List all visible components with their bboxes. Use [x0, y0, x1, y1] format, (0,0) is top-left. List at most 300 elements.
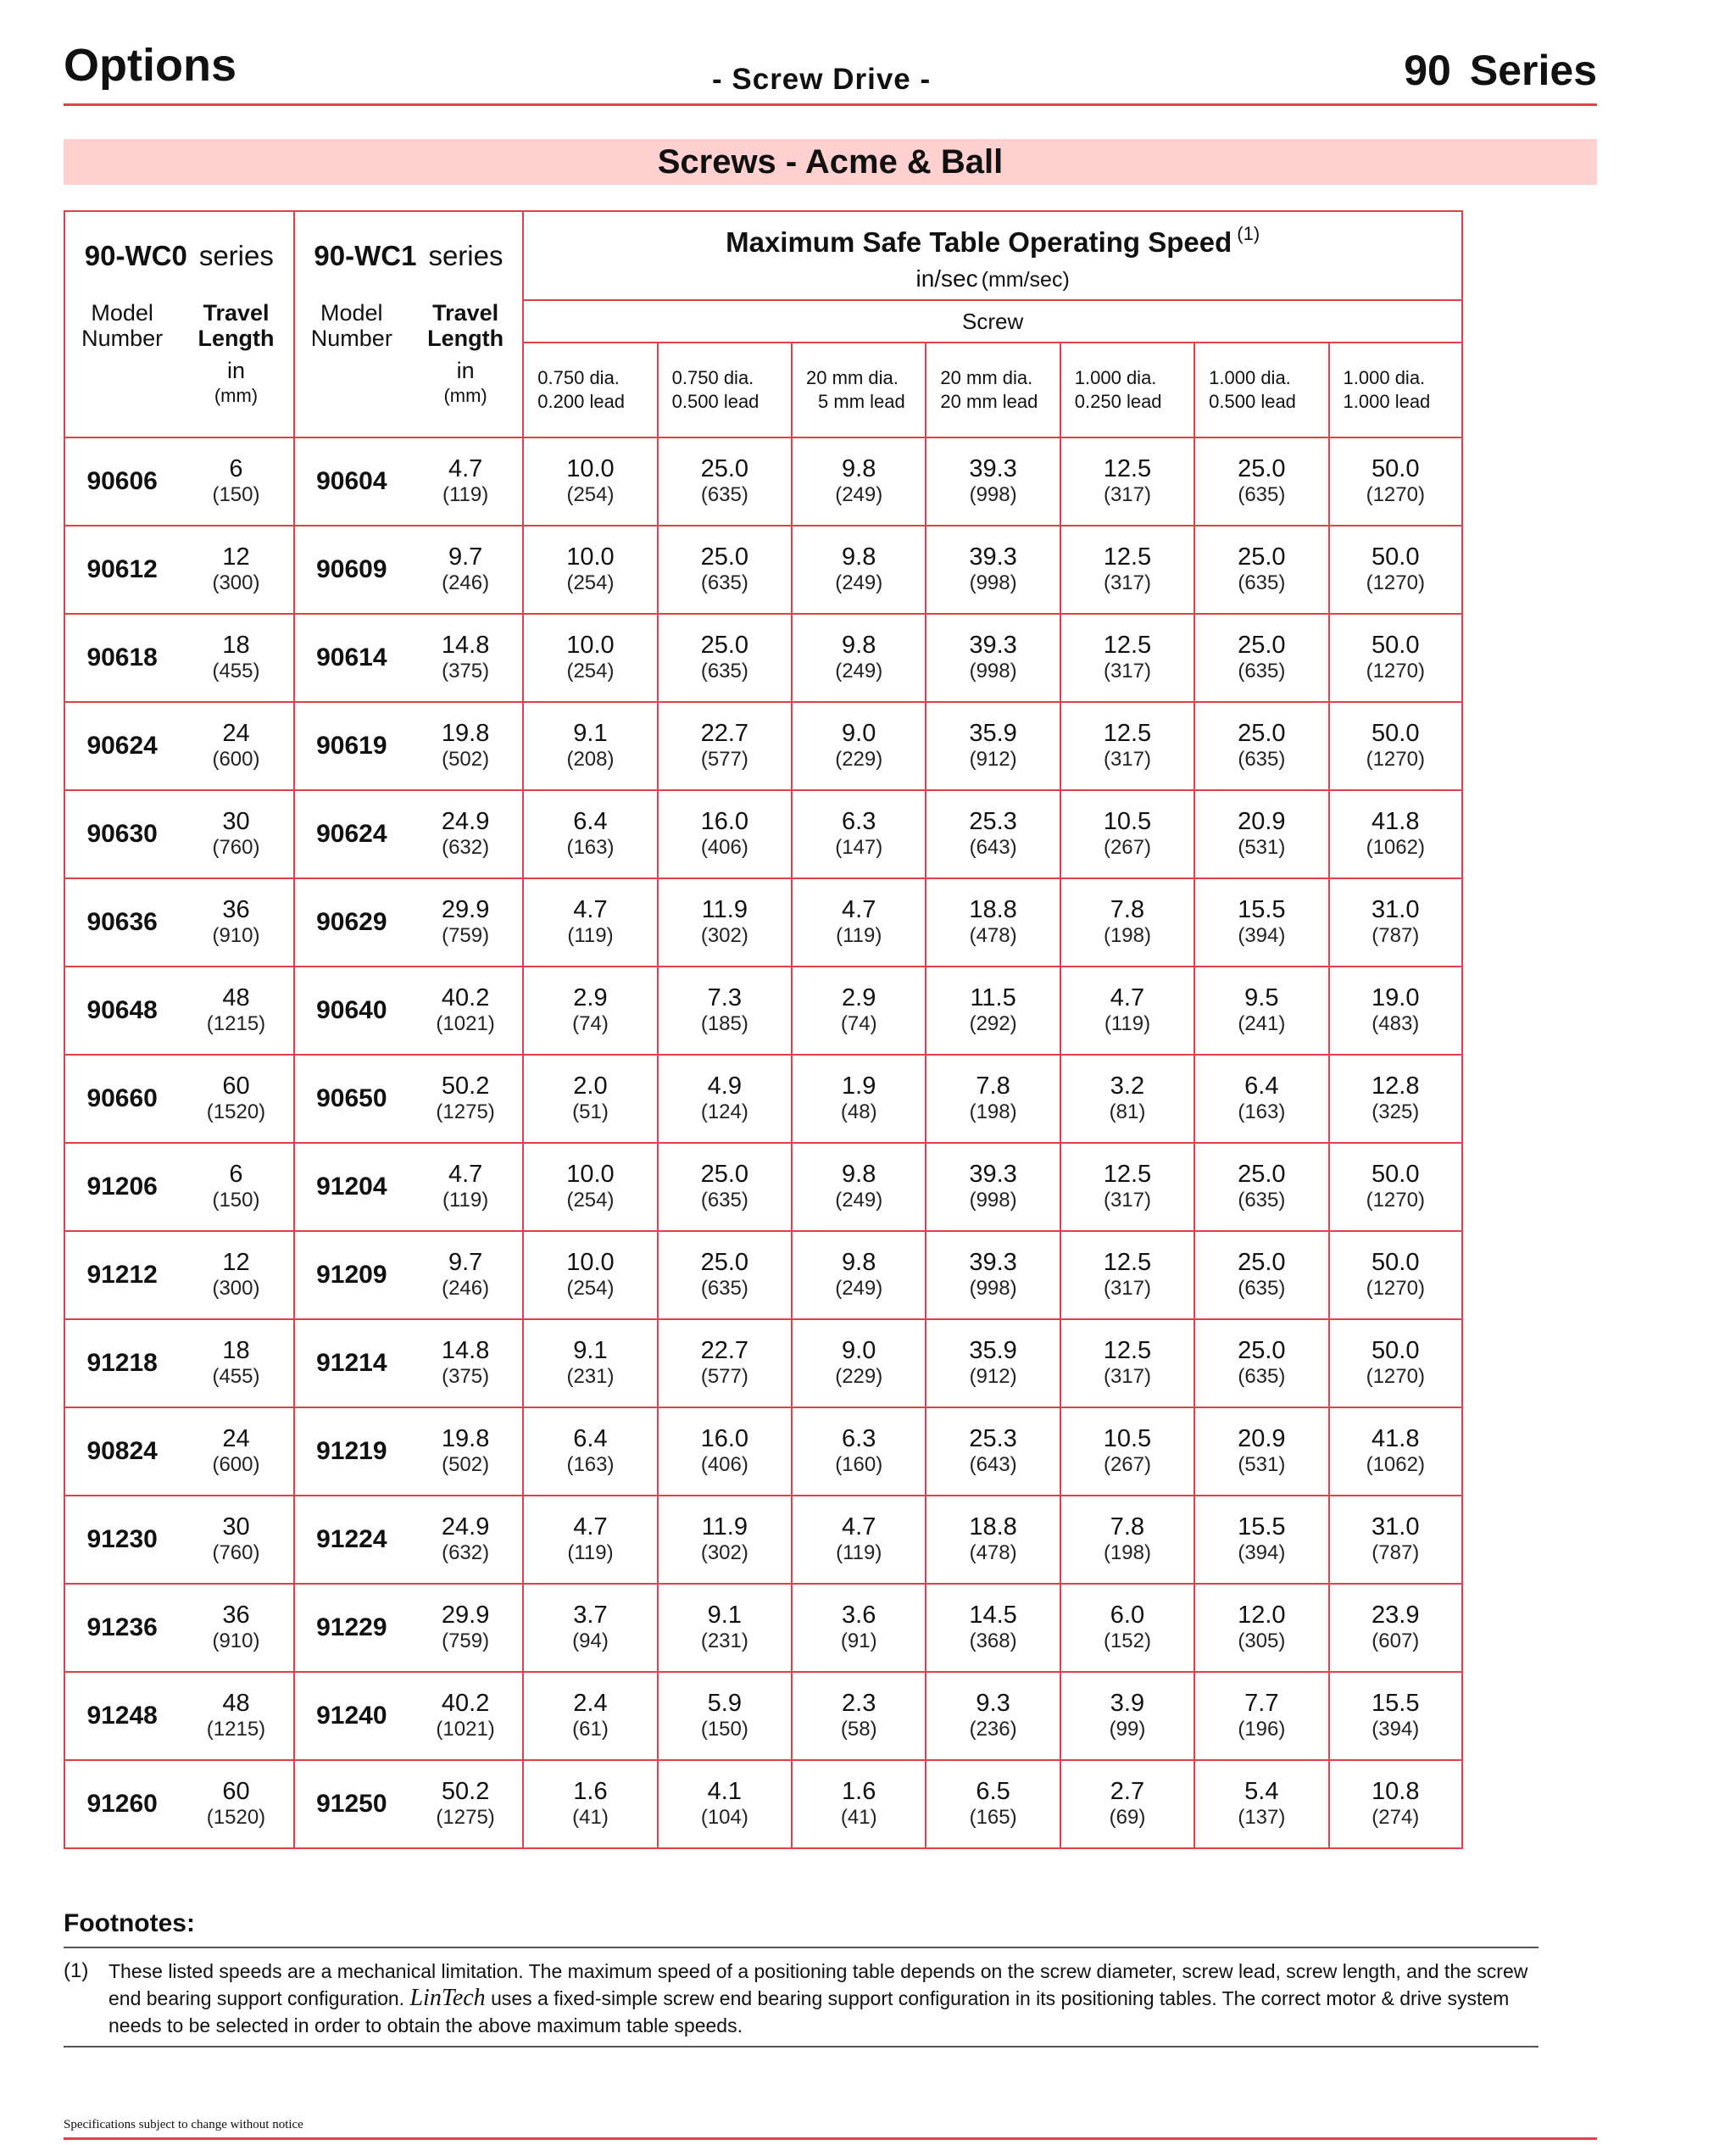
wc1-model-cell	[294, 967, 524, 1055]
speed-cell	[1060, 1584, 1194, 1672]
speed-mm-sec: (998)	[969, 1189, 1017, 1212]
footnotes-title: Footnotes:	[64, 1909, 195, 1937]
wc1-subheader	[294, 300, 524, 437]
screw-column-header	[523, 343, 657, 437]
speed-mm-sec: (208)	[566, 748, 615, 771]
speed-in-sec: 10.0	[566, 1249, 615, 1276]
speed-cell	[926, 1231, 1060, 1319]
travel-mm: (759)	[442, 1630, 490, 1652]
speed-cell	[792, 1496, 926, 1584]
speed-in-sec: 9.8	[842, 632, 876, 659]
speed-in-sec: 6.4	[573, 1425, 608, 1452]
speed-cell	[926, 526, 1060, 614]
travel-length	[179, 1513, 292, 1566]
travel-mm: (760)	[212, 1541, 260, 1564]
speed-in-sec: 2.0	[573, 1072, 608, 1100]
travel-length	[409, 984, 522, 1037]
speed-mm-sec: (236)	[969, 1718, 1017, 1741]
table-row	[64, 1760, 1462, 1848]
speed-mm-sec: (254)	[566, 1189, 615, 1212]
speed-mm-sec: (69)	[1109, 1806, 1146, 1829]
speed-in-sec: 12.5	[1103, 1161, 1152, 1188]
speed-mm-sec: (483)	[1372, 1012, 1420, 1035]
speed-in-sec: 50.0	[1372, 1249, 1420, 1276]
speed-mm-sec: (1270)	[1366, 571, 1425, 594]
speed-in-sec: 9.8	[842, 1249, 876, 1276]
travel-length	[409, 455, 522, 508]
travel-length	[179, 1249, 292, 1301]
screw-lead: 0.200 lead	[537, 391, 626, 412]
speed-mm-sec: (1270)	[1366, 1277, 1425, 1300]
travel-in: 60	[222, 1072, 250, 1100]
screw-diameter: 1.000 dia.	[1343, 367, 1426, 388]
model-number: 90650	[316, 1084, 387, 1112]
speed-cell	[1329, 1760, 1462, 1848]
travel-in: 24.9	[441, 1513, 490, 1540]
speed-in-sec: 9.8	[842, 543, 876, 571]
speed-cell	[926, 614, 1060, 702]
speed-in-sec: 7.8	[976, 1072, 1010, 1100]
speed-cell	[523, 967, 657, 1055]
speed-cell	[523, 1672, 657, 1760]
speed-cell	[926, 702, 1060, 790]
speed-cell	[792, 614, 926, 702]
wc1-model-cell	[294, 878, 524, 967]
speed-mm-sec: (58)	[840, 1718, 877, 1741]
speed-in-sec: 11.5	[970, 984, 1016, 1011]
speed-cell	[1329, 878, 1462, 967]
wc0-model-cell	[64, 790, 294, 878]
page-section-title: Options	[64, 40, 236, 91]
table-row	[64, 526, 1462, 614]
speed-mm-sec: (317)	[1103, 748, 1151, 771]
speed-in-sec: 12.8	[1372, 1072, 1420, 1100]
speed-in-sec: 10.5	[1103, 1425, 1152, 1452]
speed-in-sec: 4.1	[707, 1778, 742, 1805]
speed-mm-sec: (249)	[835, 571, 883, 594]
speed-mm-sec: (998)	[969, 660, 1017, 682]
table-row	[64, 1672, 1462, 1760]
wc0-series-label: 90-WC0	[84, 240, 187, 271]
speed-cell	[1194, 878, 1328, 967]
speed-in-sec: 50.0	[1372, 455, 1420, 482]
speed-cell	[1060, 1319, 1194, 1407]
speed-mm-sec: (1270)	[1366, 483, 1425, 506]
speed-cell	[1329, 437, 1462, 526]
travel-in: 18	[222, 632, 250, 659]
speed-mm-sec: (643)	[969, 836, 1017, 859]
model-number: 91218	[86, 1349, 158, 1377]
speed-in-sec: 25.0	[700, 1161, 749, 1188]
speed-cell	[1194, 1143, 1328, 1231]
speed-cell	[1329, 1143, 1462, 1231]
speed-footnote-ref: (1)	[1237, 222, 1260, 244]
speed-mm-sec: (163)	[566, 836, 615, 859]
travel-in: 24	[222, 720, 250, 747]
travel-in: 14.8	[441, 632, 490, 659]
speed-in-sec: 25.0	[700, 543, 749, 571]
section-banner: Screws - Acme & Ball	[64, 139, 1597, 185]
travel-length	[179, 808, 292, 861]
speed-in-sec: 41.8	[1372, 1425, 1420, 1452]
speed-cell	[1194, 1760, 1328, 1848]
table-row	[64, 790, 1462, 878]
speed-mm-sec: (163)	[566, 1453, 615, 1476]
travel-in: 29.9	[441, 896, 490, 923]
screw-lead: 1.000 lead	[1343, 391, 1431, 412]
speed-cell	[658, 790, 792, 878]
brand-logo-text: LinTech	[409, 1985, 486, 2011]
wc0-model-cell	[64, 1055, 294, 1143]
speed-cell	[658, 967, 792, 1055]
travel-in: 24.9	[441, 808, 490, 835]
travel-length	[409, 1072, 522, 1125]
table-row	[64, 1584, 1462, 1672]
speed-in-sec: 16.0	[700, 1425, 749, 1452]
speed-in-sec: 19.0	[1372, 984, 1420, 1011]
speed-mm-sec: (267)	[1103, 836, 1151, 859]
speed-in-sec: 39.3	[969, 632, 1017, 659]
speed-cell	[1194, 1407, 1328, 1496]
travel-in: 18	[222, 1337, 250, 1364]
speed-in-sec: 4.9	[707, 1072, 742, 1100]
speed-cell	[1060, 1496, 1194, 1584]
wc1-model-cell	[294, 1407, 524, 1496]
model-number: 91224	[316, 1525, 387, 1553]
speed-mm-sec: (51)	[572, 1100, 609, 1123]
table-row	[64, 1055, 1462, 1143]
speed-mm-sec: (317)	[1103, 571, 1151, 594]
model-number: 91240	[316, 1702, 387, 1730]
speed-in-sec: 39.3	[969, 1249, 1017, 1276]
speed-cell	[1060, 1143, 1194, 1231]
speed-cell	[1329, 1319, 1462, 1407]
wc0-model-cell	[64, 1319, 294, 1407]
speed-cell	[926, 1584, 1060, 1672]
speed-in-sec: 39.3	[969, 1161, 1017, 1188]
speed-mm-sec: (198)	[1103, 1541, 1151, 1564]
speed-in-sec: 25.0	[1238, 632, 1286, 659]
speed-in-sec: 31.0	[1372, 896, 1420, 923]
travel-in: 36	[222, 896, 250, 923]
speed-cell	[926, 1407, 1060, 1496]
speed-in-sec: 9.5	[1244, 984, 1279, 1011]
speed-mm-sec: (302)	[700, 1541, 748, 1564]
speed-mm-sec: (74)	[840, 1012, 877, 1035]
speed-in-sec: 4.7	[573, 896, 608, 923]
model-number: 90624	[316, 820, 387, 848]
speed-mm-sec: (635)	[700, 571, 748, 594]
speed-cell	[1060, 790, 1194, 878]
speed-cell	[792, 1143, 926, 1231]
travel-length	[409, 632, 522, 684]
travel-length	[409, 1337, 522, 1390]
model-number: 91230	[86, 1525, 158, 1553]
wc1-series-word: series	[428, 240, 504, 271]
wc0-series-word: series	[198, 240, 274, 271]
speed-in-sec: 25.0	[1238, 720, 1286, 747]
speed-cell	[792, 967, 926, 1055]
travel-in: 24	[222, 1425, 250, 1452]
travel-in: 6	[229, 455, 243, 482]
speed-mm-sec: (229)	[835, 748, 883, 771]
speed-in-sec: 50.0	[1372, 632, 1420, 659]
speed-in-sec: 9.1	[573, 720, 608, 747]
speed-in-sec: 25.0	[1238, 543, 1286, 571]
model-number: 90660	[86, 1084, 158, 1112]
speed-mm-sec: (61)	[572, 1718, 609, 1741]
speed-cell	[658, 878, 792, 967]
model-number: 90640	[316, 996, 387, 1024]
model-number-label: Model Number	[310, 300, 392, 351]
speed-mm-sec: (787)	[1372, 1541, 1420, 1564]
travel-mm: (632)	[442, 836, 490, 859]
screw-column-header	[1329, 343, 1462, 437]
speed-cell	[926, 878, 1060, 967]
speed-mm-sec: (577)	[700, 1365, 748, 1388]
speed-mm-sec: (317)	[1103, 1365, 1151, 1388]
screw-column-header	[1194, 343, 1328, 437]
model-number: 91229	[316, 1613, 387, 1641]
wc0-model-cell	[64, 1143, 294, 1231]
speed-cell	[1329, 526, 1462, 614]
model-number: 90630	[86, 820, 158, 848]
speed-cell	[523, 1407, 657, 1496]
speed-cell	[658, 1672, 792, 1760]
speed-mm-sec: (478)	[969, 1541, 1017, 1564]
speed-cell	[523, 1055, 657, 1143]
speed-mm-sec: (163)	[1238, 1100, 1286, 1123]
speed-mm-sec: (394)	[1238, 924, 1286, 947]
speed-in-sec: 25.3	[969, 808, 1017, 835]
speed-in-sec: 11.9	[701, 1513, 748, 1540]
travel-length	[409, 720, 522, 772]
speed-mm-sec: (119)	[567, 924, 614, 947]
speed-mm-sec: (635)	[1238, 571, 1286, 594]
travel-length	[179, 984, 292, 1037]
speed-cell	[1194, 1231, 1328, 1319]
speed-cell	[523, 1319, 657, 1407]
speed-cell	[1060, 1672, 1194, 1760]
speed-in-sec: 9.8	[842, 1161, 876, 1188]
speed-cell	[523, 437, 657, 526]
speed-in-sec: 5.4	[1244, 1778, 1279, 1805]
table-row	[64, 1143, 1462, 1231]
table-row	[64, 437, 1462, 526]
speed-in-sec: 15.5	[1238, 896, 1286, 923]
speed-mm-sec: (635)	[1238, 748, 1286, 771]
speed-in-sec: 22.7	[700, 1337, 749, 1364]
speed-mm-sec: (787)	[1372, 924, 1420, 947]
speed-mm-sec: (254)	[566, 483, 615, 506]
wc0-model-cell	[64, 1760, 294, 1848]
speed-mm-sec: (635)	[1238, 660, 1286, 682]
speed-cell	[926, 1496, 1060, 1584]
speed-mm-sec: (160)	[835, 1453, 883, 1476]
travel-mm: (1275)	[436, 1806, 495, 1829]
travel-length	[409, 1249, 522, 1301]
travel-length	[179, 896, 292, 949]
speed-cell	[658, 702, 792, 790]
speed-cell	[1060, 702, 1194, 790]
speed-mm-sec: (305)	[1238, 1630, 1286, 1652]
speed-in-sec: 39.3	[969, 455, 1017, 482]
table-row	[64, 1231, 1462, 1319]
speed-mm-sec: (1062)	[1366, 836, 1425, 859]
model-number: 91212	[86, 1261, 158, 1289]
model-number: 90619	[316, 732, 387, 760]
speed-cell	[792, 1672, 926, 1760]
speed-cell	[1060, 1055, 1194, 1143]
speed-mm-sec: (249)	[835, 1189, 883, 1212]
travel-mm: (1275)	[436, 1100, 495, 1123]
speed-mm-sec: (531)	[1238, 1453, 1286, 1476]
travel-in: 19.8	[441, 1425, 490, 1452]
travel-mm: (150)	[212, 1189, 260, 1212]
speed-in-sec: 9.1	[707, 1602, 742, 1629]
speed-mm-sec: (231)	[566, 1365, 615, 1388]
speed-in-sec: 2.4	[573, 1690, 608, 1717]
speed-mm-sec: (41)	[572, 1806, 609, 1829]
speed-mm-sec: (998)	[969, 483, 1017, 506]
travel-mm: (910)	[212, 924, 260, 947]
travel-length	[179, 1778, 292, 1830]
speed-cell	[1329, 1584, 1462, 1672]
model-number: 90604	[316, 467, 387, 495]
speed-mm-sec: (104)	[700, 1806, 748, 1829]
speed-cell	[658, 1055, 792, 1143]
speed-mm-sec: (81)	[1109, 1100, 1146, 1123]
speed-mm-sec: (254)	[566, 660, 615, 682]
footnote-text: These listed speeds are a mechanical limitation. The maximum speed of a positioning table depends on the screw diameter, screw lead, screw length, and the screw end bearing support configuration. LinTech uses a fixed-simple screw end bearing support configuration in its positioning tables. The correct motor & drive system needs to be selected in order to obtain the above maximum table speeds.	[108, 1960, 1528, 2036]
wc1-model-cell	[294, 526, 524, 614]
speed-mm-sec: (185)	[700, 1012, 748, 1035]
travel-in: 9.7	[448, 543, 483, 571]
wc0-model-cell	[64, 526, 294, 614]
wc1-model-cell	[294, 1760, 524, 1848]
speed-mm-sec: (998)	[969, 1277, 1017, 1300]
speed-cell	[523, 1760, 657, 1848]
speed-mm-sec: (41)	[840, 1806, 877, 1829]
model-number: 90824	[86, 1437, 158, 1465]
travel-in: 60	[222, 1778, 250, 1805]
table-row	[64, 1319, 1462, 1407]
speed-cell	[658, 1407, 792, 1496]
travel-length	[179, 1337, 292, 1390]
speed-mm-sec: (635)	[1238, 483, 1286, 506]
speed-mm-sec: (317)	[1103, 1189, 1151, 1212]
speed-in-sec: 2.9	[573, 984, 608, 1011]
speed-in-sec: 6.4	[1244, 1072, 1279, 1100]
table-row	[64, 702, 1462, 790]
travel-length	[179, 543, 292, 596]
wc0-model-cell	[64, 1496, 294, 1584]
wc1-series-header	[294, 211, 524, 300]
speed-in-sec: 2.9	[842, 984, 876, 1011]
travel-in: 6	[229, 1161, 243, 1188]
series-word: Series	[1469, 47, 1597, 94]
speed-in-sec: 7.3	[707, 984, 742, 1011]
speed-header	[523, 211, 1462, 300]
speed-cell	[792, 790, 926, 878]
table-row	[64, 1407, 1462, 1496]
travel-length-label: Travel Length in (mm)	[427, 300, 504, 406]
model-number: 91248	[86, 1702, 158, 1730]
wc1-model-cell	[294, 1231, 524, 1319]
speed-cell	[1194, 1584, 1328, 1672]
speed-mm-sec: (302)	[700, 924, 748, 947]
model-number: 90614	[316, 644, 387, 671]
speed-cell	[792, 1584, 926, 1672]
speed-mm-sec: (119)	[836, 1541, 882, 1564]
wc1-series-label: 90-WC1	[314, 240, 417, 271]
speed-cell	[1329, 1231, 1462, 1319]
speed-cell	[658, 437, 792, 526]
speed-cell	[792, 437, 926, 526]
speed-cell	[926, 1319, 1060, 1407]
travel-mm: (600)	[212, 1453, 260, 1476]
speed-cell	[1060, 1760, 1194, 1848]
speed-cell	[1329, 790, 1462, 878]
speed-mm-sec: (74)	[572, 1012, 609, 1035]
speed-mm-sec: (1270)	[1366, 660, 1425, 682]
wc1-model-cell	[294, 1496, 524, 1584]
speed-in-sec: 4.7	[842, 1513, 876, 1540]
speed-mm-sec: (368)	[969, 1630, 1017, 1652]
speed-mm-sec: (249)	[835, 660, 883, 682]
speed-in-sec: 7.8	[1110, 1513, 1145, 1540]
speed-cell	[926, 967, 1060, 1055]
speed-mm-sec: (406)	[700, 1453, 748, 1476]
speed-in-sec: 31.0	[1372, 1513, 1420, 1540]
footnote-number: (1)	[64, 1959, 89, 1982]
travel-in: 12	[222, 1249, 250, 1276]
speed-cell	[1329, 702, 1462, 790]
wc0-model-cell	[64, 1672, 294, 1760]
speed-cell	[1194, 1496, 1328, 1584]
speed-cell	[523, 1143, 657, 1231]
speed-in-sec: 1.6	[842, 1778, 876, 1805]
speed-mm-sec: (249)	[835, 483, 883, 506]
speed-mm-sec: (152)	[1103, 1630, 1151, 1652]
travel-mm: (759)	[442, 924, 490, 947]
wc0-model-cell	[64, 702, 294, 790]
speed-mm-sec: (119)	[836, 924, 882, 947]
speed-mm-sec: (478)	[969, 924, 1017, 947]
travel-in: 50.2	[441, 1072, 490, 1100]
speed-in-sec: 20.9	[1238, 808, 1286, 835]
speed-in-sec: 12.5	[1103, 1337, 1152, 1364]
speed-in-sec: 3.2	[1110, 1072, 1145, 1100]
table-row	[64, 1496, 1462, 1584]
speed-in-sec: 3.6	[842, 1602, 876, 1629]
speed-mm-sec: (150)	[700, 1718, 748, 1741]
speed-mm-sec: (254)	[566, 571, 615, 594]
speed-mm-sec: (196)	[1238, 1718, 1286, 1741]
travel-mm: (1520)	[206, 1100, 266, 1123]
table-row	[64, 878, 1462, 967]
speed-mm-sec: (912)	[969, 1365, 1017, 1388]
speed-in-sec: 4.7	[1110, 984, 1145, 1011]
model-number: 91209	[316, 1261, 387, 1289]
speed-in-sec: 25.0	[700, 455, 749, 482]
speed-mm-sec: (394)	[1238, 1541, 1286, 1564]
speed-in-sec: 3.9	[1110, 1690, 1145, 1717]
speed-in-sec: 9.0	[842, 720, 876, 747]
model-number: 91236	[86, 1613, 158, 1641]
speed-mm-sec: (635)	[700, 660, 748, 682]
speed-cell	[1329, 1407, 1462, 1496]
